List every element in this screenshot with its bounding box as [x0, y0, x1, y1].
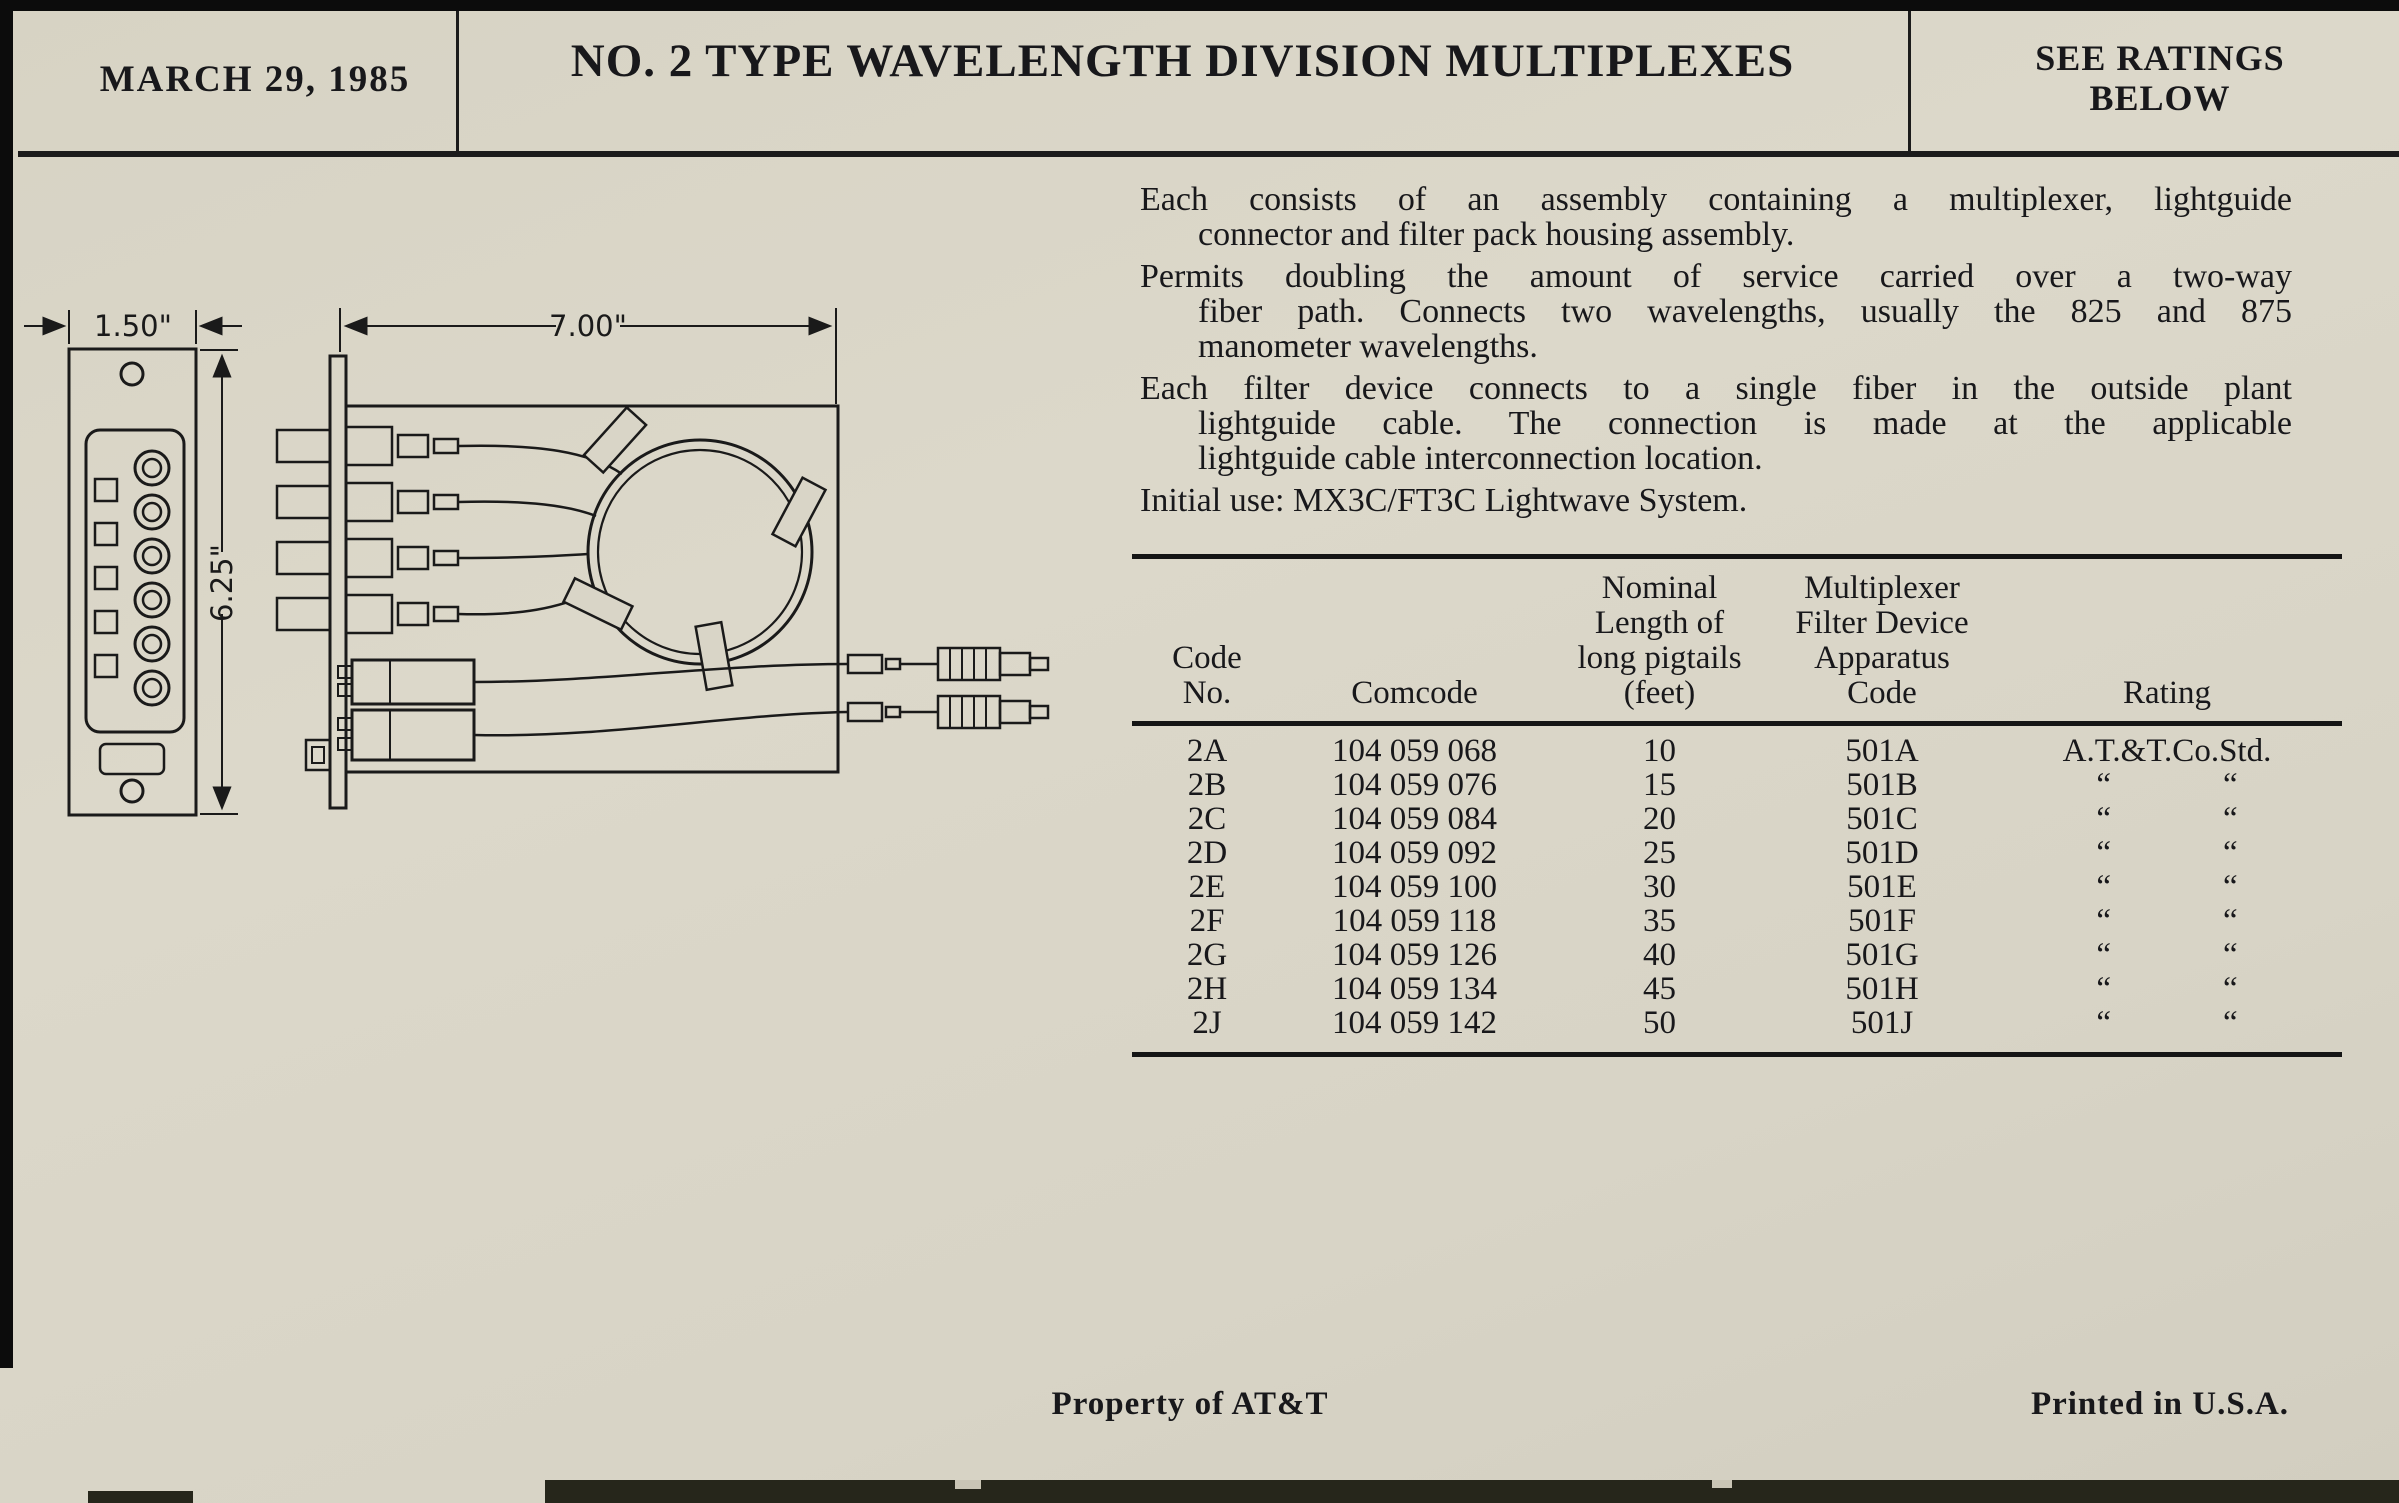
- description-paragraph: [1140, 483, 2292, 518]
- front-width-label: 1.50": [94, 309, 172, 343]
- ditto-mark: “: [2223, 835, 2238, 871]
- ditto-mark: “: [2096, 767, 2111, 803]
- cell-pigtail-length: 45: [1643, 971, 1676, 1007]
- header-divider-right: [1908, 10, 1911, 151]
- cell-apparatus-code: 501G: [1845, 937, 1919, 973]
- description-line: lightguide cable. The connection is made at the applicable: [1198, 405, 2292, 442]
- cell-rating: [1992, 836, 2342, 870]
- cell-apparatus-code: 501H: [1845, 971, 1919, 1007]
- ditto-mark: “: [2096, 835, 2111, 871]
- table-row: [1132, 904, 2342, 938]
- ditto-mark: “: [2096, 971, 2111, 1007]
- footer-printed: Printed in U.S.A.: [2030, 1386, 2290, 1422]
- description-line: lightguide cable interconnection location.: [1198, 440, 1763, 477]
- cell-rating: [1992, 768, 2342, 802]
- cell-pigtail-length: 10: [1643, 733, 1676, 769]
- description-line: connector and filter pack housing assembly.: [1198, 216, 1795, 253]
- cell-code-no: 2D: [1186, 835, 1228, 871]
- cell-comcode: 104 059 092: [1332, 835, 1497, 871]
- table-row: [1132, 836, 2342, 870]
- ditto-mark: “: [2223, 903, 2238, 939]
- ratings-note: [1930, 38, 2390, 118]
- scan-edge-bottom: [545, 1480, 2399, 1503]
- ditto-mark: “: [2096, 1005, 2111, 1041]
- scan-edge-notch: [1712, 1480, 1732, 1488]
- table-rule-bottom: [1132, 1052, 2342, 1057]
- cell-comcode: 104 059 076: [1332, 767, 1497, 803]
- ditto-mark: “: [2096, 801, 2111, 837]
- cell-code-no: 2B: [1187, 767, 1227, 803]
- description-line: Each consists of an assembly containing a multiplexer, lightguide: [1140, 181, 2292, 218]
- description-line: manometer wavelengths.: [1198, 328, 1538, 365]
- footer-property: Property of AT&T: [1051, 1386, 1329, 1422]
- pigtail-connector-blocks: [338, 660, 848, 760]
- scan-edge-top: [0, 0, 2399, 11]
- cell-rating: [1992, 972, 2342, 1006]
- header-code-no: Code No.: [1172, 640, 1242, 711]
- cell-code-no: 2F: [1189, 903, 1225, 939]
- ditto-mark: “: [2223, 869, 2238, 905]
- description-line: Permits doubling the amount of service carried over a two-way: [1140, 258, 2292, 295]
- cell-pigtail-length: 25: [1643, 835, 1676, 871]
- table-row: [1132, 1006, 2342, 1040]
- cell-pigtail-length: 20: [1643, 801, 1676, 837]
- cell-code-no: 2J: [1192, 1005, 1222, 1041]
- cell-apparatus-code: 501C: [1846, 801, 1918, 837]
- cell-rating: A.T.&T.Co.Std.: [2062, 733, 2272, 769]
- table-row: [1132, 802, 2342, 836]
- cell-apparatus-code: 501F: [1848, 903, 1916, 939]
- table-row: [1132, 938, 2342, 972]
- header-apparatus-code: Multiplexer Filter Device Apparatus Code: [1795, 570, 1969, 711]
- ratings-table-body: [1132, 726, 2342, 1052]
- description-block: [1140, 182, 2292, 525]
- ditto-mark: “: [2223, 937, 2238, 973]
- page-title: NO. 2 TYPE WAVELENGTH DIVISION MULTIPLEXES: [570, 35, 1795, 87]
- ditto-mark: “: [2223, 801, 2238, 837]
- cell-comcode: 104 059 134: [1332, 971, 1497, 1007]
- cell-pigtail-length: 35: [1643, 903, 1676, 939]
- side-width-label: 7.00": [549, 309, 627, 343]
- description-paragraph: [1140, 259, 2292, 364]
- cell-apparatus-code: 501A: [1845, 733, 1919, 769]
- cell-code-no: 2A: [1186, 733, 1228, 769]
- front-view-drawing: [69, 349, 196, 815]
- cell-comcode: 104 059 126: [1332, 937, 1497, 973]
- scan-edge-bottom-small: [88, 1491, 193, 1503]
- cell-comcode: 104 059 118: [1332, 903, 1497, 939]
- front-panel-connectors: [95, 451, 169, 705]
- cell-pigtail-length: 15: [1643, 767, 1676, 803]
- header-rating: Rating: [2123, 675, 2211, 711]
- date-label: MARCH 29, 1985: [99, 59, 411, 100]
- cell-apparatus-code: 501D: [1845, 835, 1919, 871]
- cell-code-no: 2E: [1188, 869, 1226, 905]
- cell-pigtail-length: 40: [1643, 937, 1676, 973]
- table-row: [1132, 768, 2342, 802]
- description-paragraph: [1140, 182, 2292, 252]
- cell-rating: [1992, 1006, 2342, 1040]
- cell-pigtail-length: 50: [1643, 1005, 1676, 1041]
- description-line: fiber path. Connects two wavelengths, usually the 825 and 875: [1198, 293, 2292, 330]
- table-row: [1132, 734, 2342, 768]
- cell-comcode: 104 059 142: [1332, 1005, 1497, 1041]
- ditto-mark: “: [2223, 1005, 2238, 1041]
- side-view-drawing: [277, 356, 1048, 808]
- ditto-mark: “: [2096, 903, 2111, 939]
- cell-code-no: 2C: [1187, 801, 1227, 837]
- cell-comcode: 104 059 068: [1332, 733, 1497, 769]
- table-row: [1132, 972, 2342, 1006]
- ratings-note-line2: BELOW: [2089, 78, 2231, 118]
- technical-drawing: [0, 0, 1100, 1000]
- cell-rating: [1992, 938, 2342, 972]
- output-pigtail-plugs: [848, 648, 1048, 728]
- cell-rating: [1992, 904, 2342, 938]
- ratings-note-line1: SEE RATINGS: [2035, 38, 2285, 78]
- cell-code-no: 2H: [1186, 971, 1228, 1007]
- header-pigtail-length: Nominal Length of long pigtails (feet): [1577, 570, 1742, 711]
- cell-comcode: 104 059 100: [1332, 869, 1497, 905]
- table-row: [1132, 870, 2342, 904]
- cell-rating: [1992, 870, 2342, 904]
- description-line: Each filter device connects to a single fiber in the outside plant: [1140, 370, 2292, 407]
- cell-apparatus-code: 501J: [1850, 1005, 1914, 1041]
- ditto-mark: “: [2223, 767, 2238, 803]
- description-line: Initial use: MX3C/FT3C Lightwave System.: [1140, 482, 1748, 519]
- cell-apparatus-code: 501E: [1847, 869, 1917, 905]
- scan-edge-notch: [955, 1480, 981, 1489]
- table-header: [1132, 559, 2342, 721]
- cell-comcode: 104 059 084: [1332, 801, 1497, 837]
- ditto-mark: “: [2096, 937, 2111, 973]
- cell-apparatus-code: 501B: [1846, 767, 1918, 803]
- cell-pigtail-length: 30: [1643, 869, 1676, 905]
- cell-code-no: 2G: [1186, 937, 1228, 973]
- ditto-mark: “: [2096, 869, 2111, 905]
- ratings-table: [1132, 554, 2342, 1057]
- front-height-label: 6.25": [205, 544, 239, 622]
- scan-edge-left: [0, 0, 13, 1368]
- cell-rating: [1992, 802, 2342, 836]
- ditto-mark: “: [2223, 971, 2238, 1007]
- header-comcode: Comcode: [1351, 675, 1478, 711]
- description-paragraph: [1140, 371, 2292, 476]
